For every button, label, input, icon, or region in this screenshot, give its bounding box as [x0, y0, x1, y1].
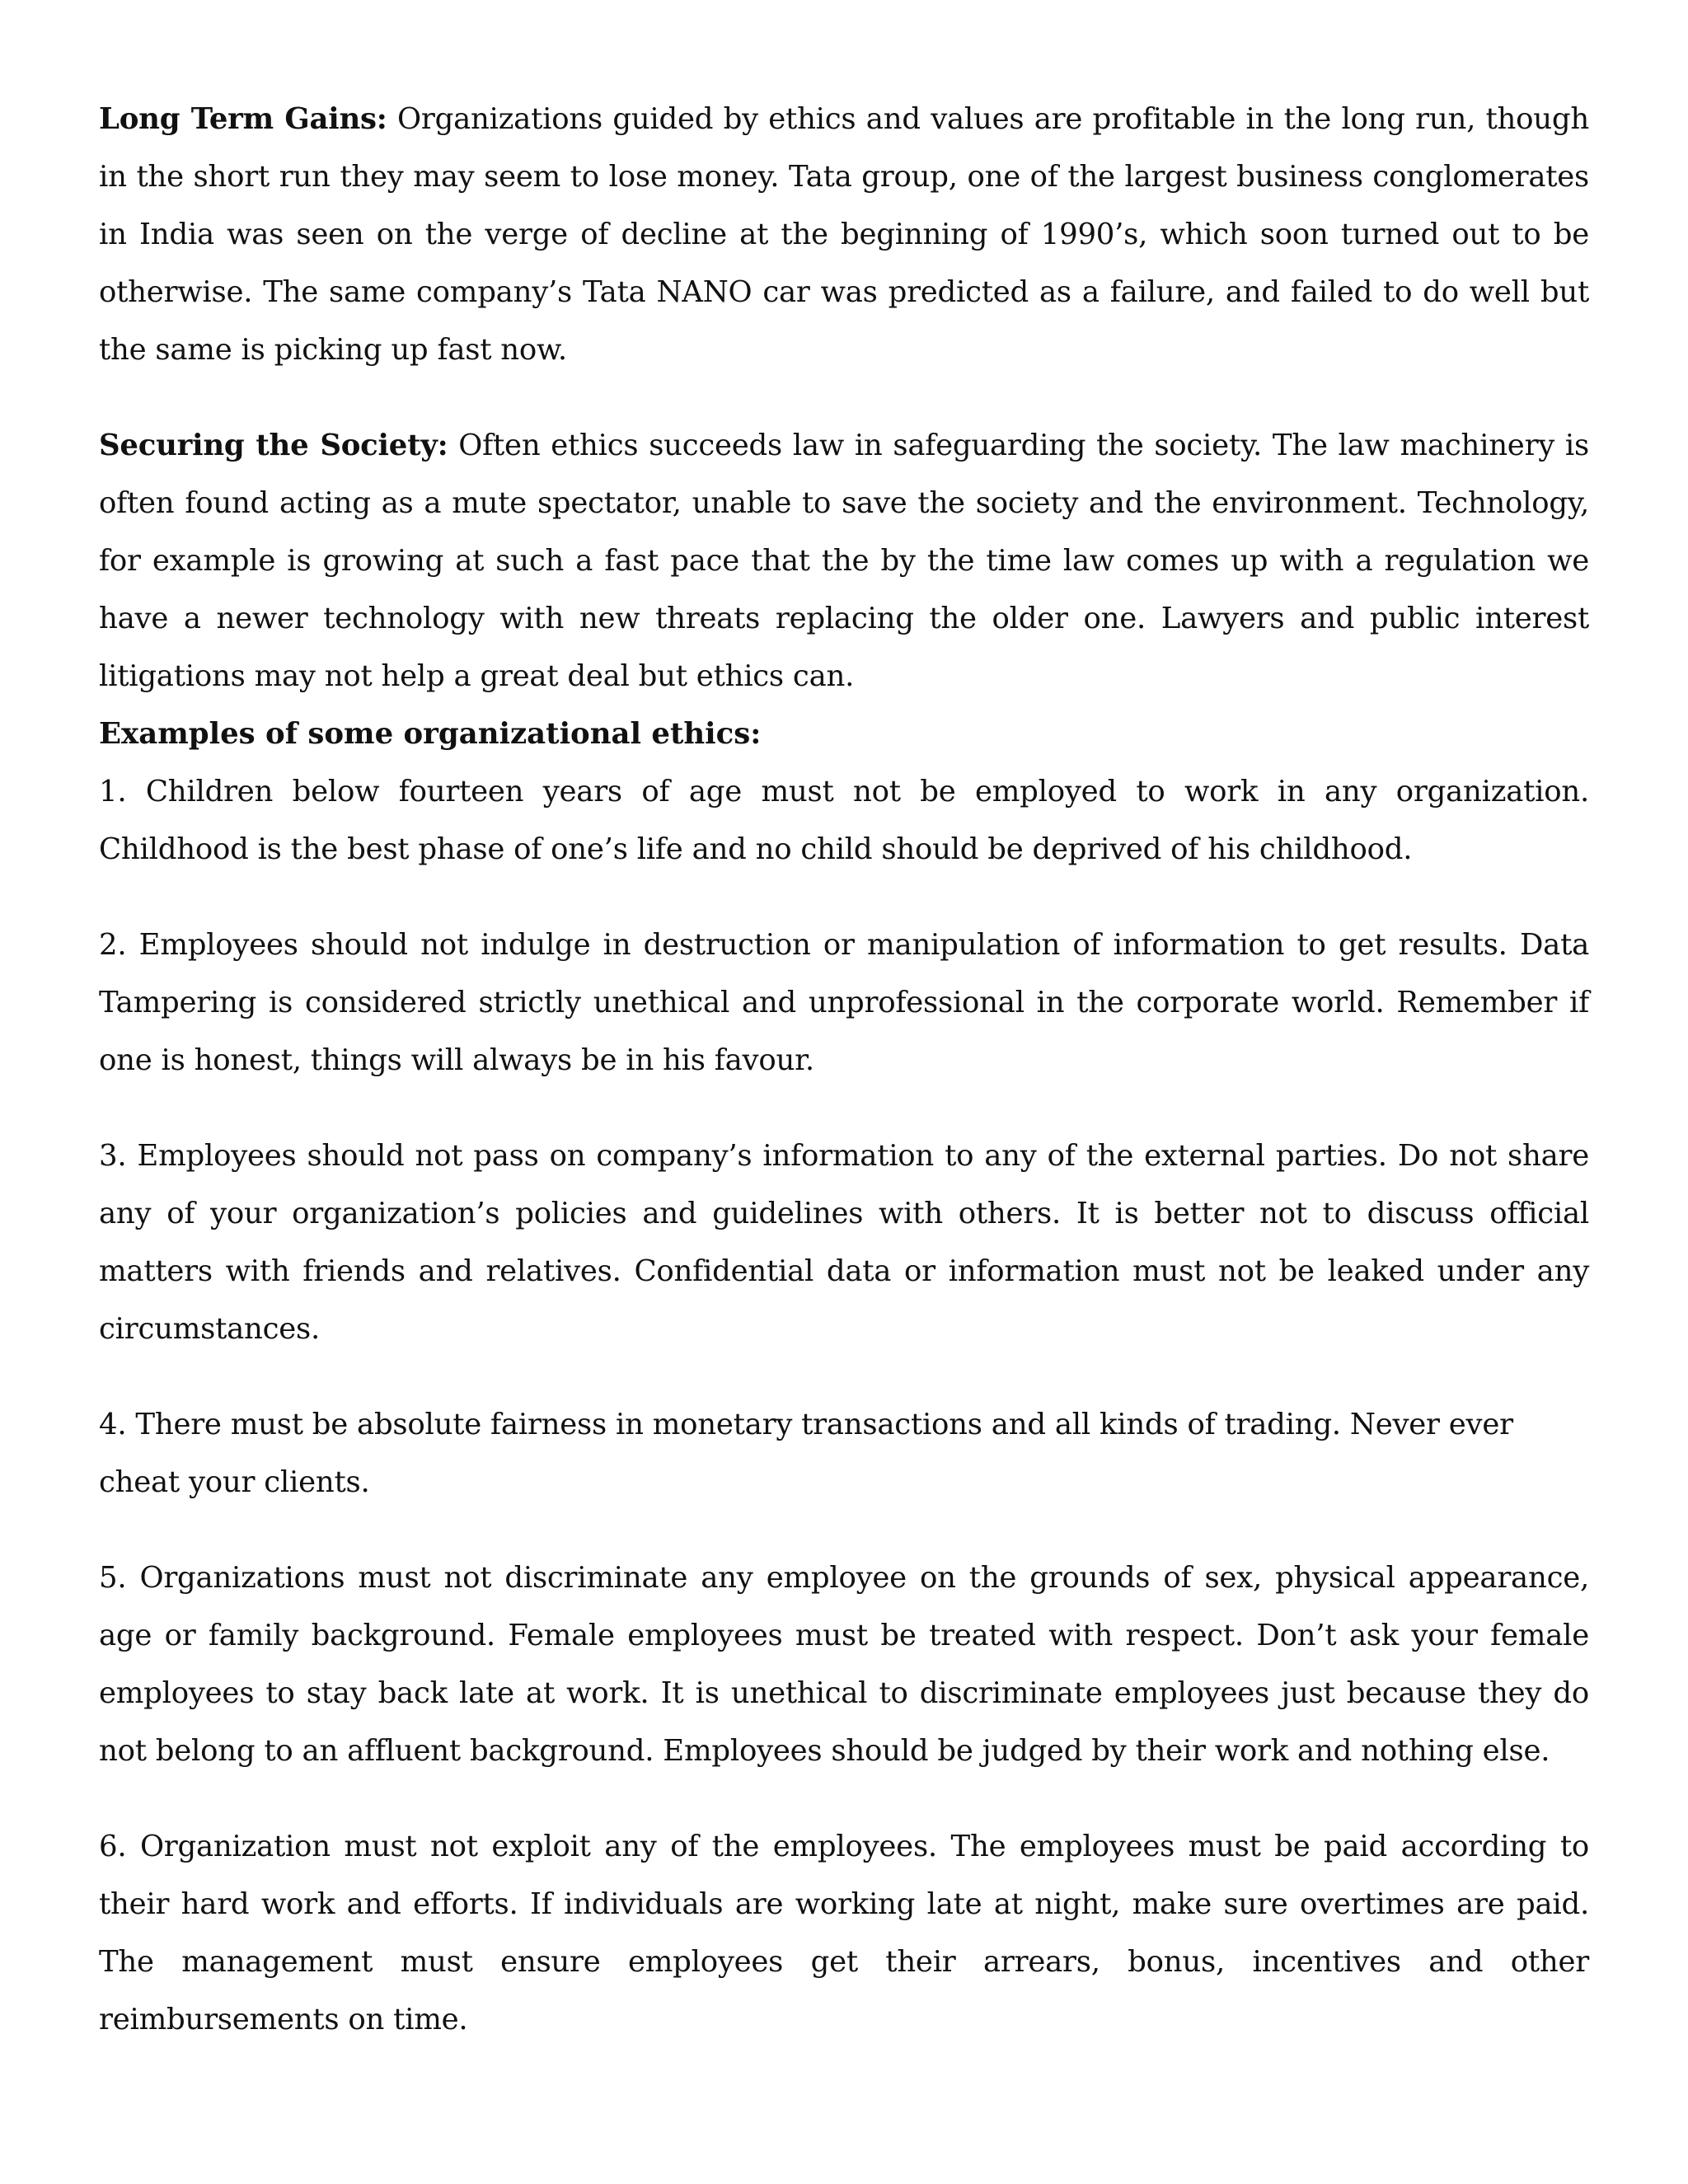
example-item-4: 4. There must be absolute fairness in monetary transactions and all kinds of trading. Never ever cheat your clients. [99, 1408, 1513, 1499]
paragraph-long-term-gains [99, 91, 1589, 379]
example-item-3: 3. Employees should not pass on company’s information to any of the external parties. Do not share any of your organization’s policies and guidelines with others. It is better not to discuss official matters with friends and relatives. Confidential data or information must not be leaked under any circumstances. [99, 1139, 1589, 1346]
example-item-5: 5. Organizations must not discriminate any employee on the grounds of sex, physical appearance, age or family background. Female employees must be treated with respect. Don’t ask your female employees to stay back late at work. It is unethical to discriminate employees just because they do not belong to an affluent background. Employees should be judged by their work and nothing else. [99, 1561, 1589, 1768]
securing-society-title: Securing the Society: [99, 429, 448, 462]
document-body [99, 91, 1589, 2087]
example-item-2: 2. Employees should not indulge in destruction or manipulation of information to get results. Data Tampering is considered strictly unethical and unprofessional in the corporate world. Remember if one is honest, things will always be in his favour. [99, 928, 1589, 1077]
examples-heading: Examples of some organizational ethics: [99, 717, 762, 751]
paragraph-securing-society [99, 417, 1589, 705]
example-item-1: 1. Children below fourteen years of age must not be employed to work in any organization. Childhood is the best phase of one’s life and no child should be deprived of his childhood. [99, 775, 1589, 866]
securing-society-text: Often ethics succeeds law in safeguarding the society. The law machinery is often found acting as a mute spectator, unable to save the society and the environment. Technology, for example is growing at such a fast pace that the by the time law comes up with a regulation we have a newer technology with new threats replacing the older one. Lawyers and public interest litigations may not help a great deal but ethics can. [99, 429, 1589, 693]
long-term-gains-text: Organizations guided by ethics and values are profitable in the long run, though in the short run they may seem to lose money. Tata group, one of the largest business conglomerates in India was seen on the verge of decline at the beginning of 1990’s, which soon turned out to be otherwise. The same company’s Tata NANO car was predicted as a failure, and failed to do well but the same is picking up fast now. [99, 102, 1589, 367]
example-item-6: 6. Organization must not exploit any of the employees. The employees must be paid according to their hard work and efforts. If individuals are working late at night, make sure overtimes are paid. The management must ensure employees get their arrears, bonus, incentives and other reimbursements on time. [99, 1830, 1589, 2036]
long-term-gains-title: Long Term Gains: [99, 102, 387, 136]
